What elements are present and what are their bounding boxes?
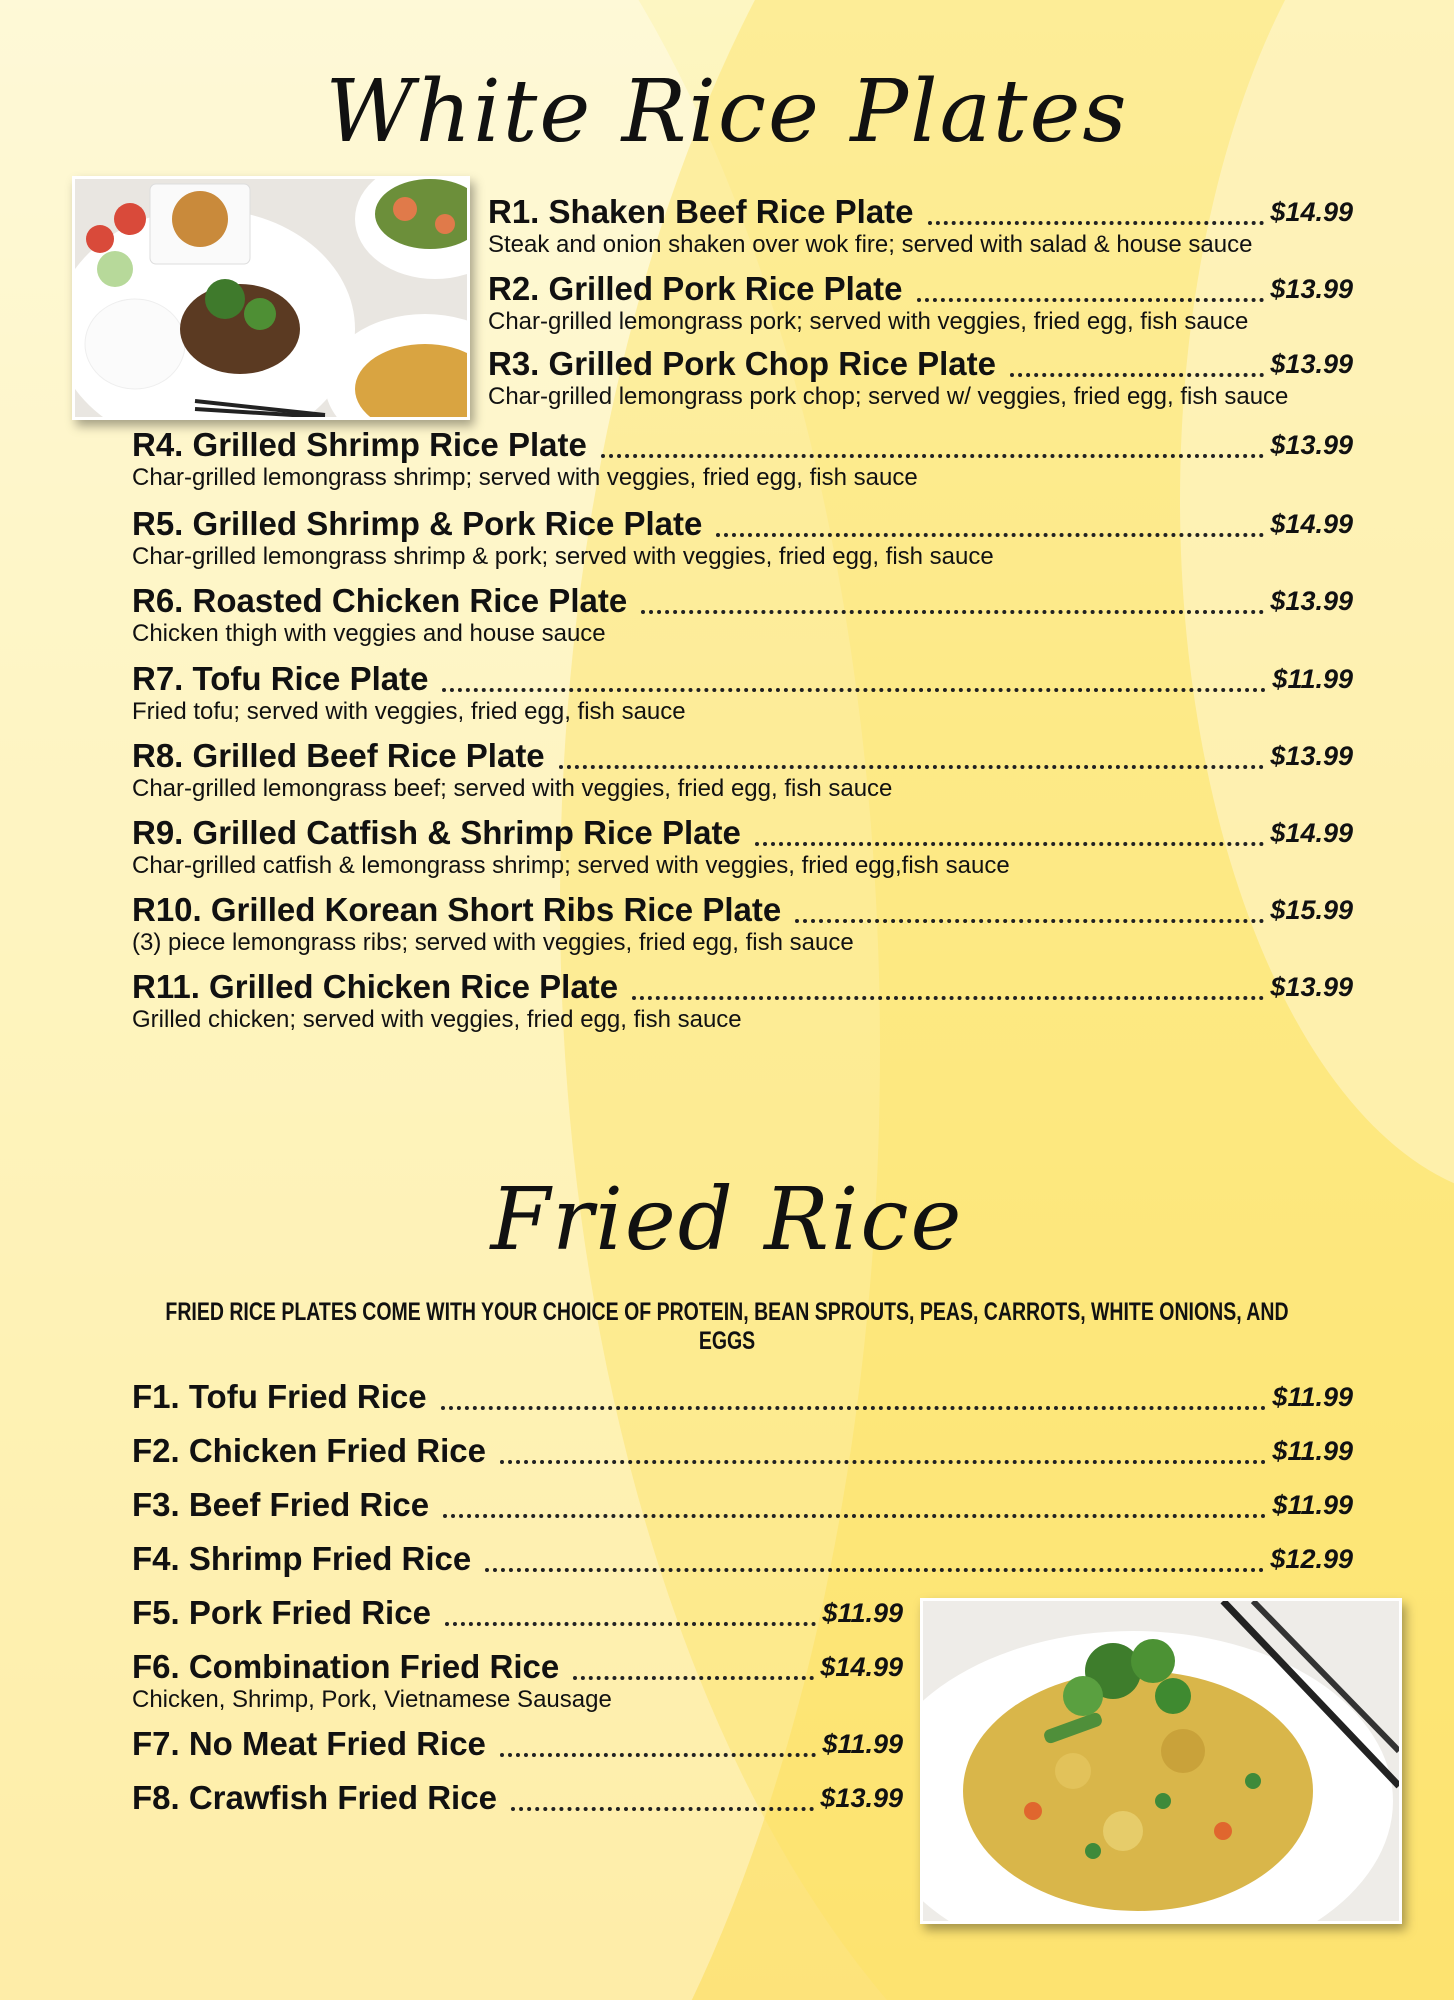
item-name: F1. Tofu Fried Rice bbox=[132, 1378, 427, 1415]
item-name: R6. Roasted Chicken Rice Plate bbox=[132, 582, 628, 619]
leader-dots bbox=[445, 1622, 816, 1626]
item-name: R9. Grilled Catfish & Shrimp Rice Plate bbox=[132, 814, 741, 851]
fried-rice-title: Fried Rice bbox=[490, 1170, 964, 1270]
leader-dots bbox=[601, 454, 1265, 458]
item-name: F7. No Meat Fried Rice bbox=[132, 1725, 486, 1762]
menu-item bbox=[132, 1779, 903, 1817]
menu-item bbox=[132, 1432, 1353, 1470]
item-price: $14.99 bbox=[1270, 818, 1353, 848]
menu-item bbox=[488, 345, 1353, 411]
menu-item bbox=[132, 1486, 1353, 1524]
item-price: $11.99 bbox=[1272, 1490, 1353, 1520]
item-price: $13.99 bbox=[1270, 586, 1353, 616]
leader-dots bbox=[716, 533, 1264, 537]
menu-item bbox=[132, 582, 1353, 648]
leader-dots bbox=[442, 688, 1266, 692]
menu-item bbox=[132, 505, 1353, 571]
item-name: F6. Combination Fried Rice bbox=[132, 1648, 560, 1685]
leader-dots bbox=[795, 919, 1264, 923]
item-name: R8. Grilled Beef Rice Plate bbox=[132, 737, 545, 774]
item-description: Char-grilled lemongrass shrimp; served with veggies, fried egg, fish sauce bbox=[132, 464, 918, 491]
item-name: F4. Shrimp Fried Rice bbox=[132, 1540, 472, 1577]
menu-item bbox=[132, 660, 1353, 726]
white-rice-plate-photo bbox=[72, 176, 470, 420]
item-name: F2. Chicken Fried Rice bbox=[132, 1432, 486, 1469]
item-name: F5. Pork Fried Rice bbox=[132, 1594, 431, 1631]
item-price: $14.99 bbox=[820, 1652, 903, 1682]
menu-item bbox=[132, 1648, 903, 1714]
item-price: $11.99 bbox=[822, 1729, 903, 1759]
item-price: $11.99 bbox=[1272, 664, 1353, 694]
item-description: Steak and onion shaken over wok fire; served with salad & house sauce bbox=[488, 231, 1253, 258]
leader-dots bbox=[641, 610, 1264, 614]
item-price: $11.99 bbox=[1272, 1436, 1353, 1466]
menu-item bbox=[132, 426, 1353, 492]
leader-dots bbox=[441, 1406, 1267, 1410]
item-name: F3. Beef Fried Rice bbox=[132, 1486, 430, 1523]
fried-rice-photo bbox=[920, 1598, 1402, 1924]
item-name: R5. Grilled Shrimp & Pork Rice Plate bbox=[132, 505, 703, 542]
item-name: R10. Grilled Korean Short Ribs Rice Plate bbox=[132, 891, 782, 928]
item-description: Fried tofu; served with veggies, fried egg, fish sauce bbox=[132, 698, 686, 725]
leader-dots bbox=[559, 765, 1265, 769]
item-description: (3) piece lemongrass ribs; served with veggies, fried egg, fish sauce bbox=[132, 929, 854, 956]
menu-item bbox=[488, 270, 1353, 336]
leader-dots bbox=[443, 1514, 1266, 1518]
item-description: Char-grilled lemongrass pork; served with veggies, fried egg, fish sauce bbox=[488, 308, 1249, 335]
item-description: Grilled chicken; served with veggies, fried egg, fish sauce bbox=[132, 1006, 742, 1033]
item-price: $13.99 bbox=[1270, 349, 1353, 379]
leader-dots bbox=[928, 221, 1265, 225]
item-name: R3. Grilled Pork Chop Rice Plate bbox=[488, 345, 996, 382]
item-price: $12.99 bbox=[1270, 1544, 1353, 1574]
menu-item bbox=[132, 891, 1353, 957]
leader-dots bbox=[511, 1807, 814, 1811]
item-name: R7. Tofu Rice Plate bbox=[132, 660, 429, 697]
item-name: F8. Crawfish Fried Rice bbox=[132, 1779, 497, 1816]
item-price: $11.99 bbox=[822, 1598, 903, 1628]
menu-item bbox=[132, 1540, 1353, 1578]
menu-item bbox=[488, 193, 1353, 259]
item-description: Char-grilled lemongrass pork chop; served w/ veggies, fried egg, fish sauce bbox=[488, 383, 1289, 410]
leader-dots bbox=[500, 1460, 1266, 1464]
menu-item bbox=[132, 1725, 903, 1763]
leader-dots bbox=[755, 842, 1265, 846]
leader-dots bbox=[632, 996, 1264, 1000]
menu-item bbox=[132, 968, 1353, 1034]
item-description: Char-grilled catfish & lemongrass shrimp; served with veggies, fried egg,fish sauce bbox=[132, 852, 1010, 879]
item-price: $13.99 bbox=[820, 1783, 903, 1813]
item-name: R2. Grilled Pork Rice Plate bbox=[488, 270, 903, 307]
leader-dots bbox=[1010, 373, 1264, 377]
menu-item bbox=[132, 814, 1353, 880]
leader-dots bbox=[573, 1676, 814, 1680]
leader-dots bbox=[485, 1568, 1264, 1572]
leader-dots bbox=[500, 1753, 817, 1757]
item-price: $13.99 bbox=[1270, 274, 1353, 304]
item-price: $15.99 bbox=[1270, 895, 1353, 925]
menu-item bbox=[132, 1378, 1353, 1416]
item-price: $14.99 bbox=[1270, 509, 1353, 539]
item-price: $13.99 bbox=[1270, 741, 1353, 771]
leader-dots bbox=[917, 298, 1265, 302]
menu-item bbox=[132, 737, 1353, 803]
item-description: Char-grilled lemongrass shrimp & pork; served with veggies, fried egg, fish sauce bbox=[132, 543, 994, 570]
item-price: $13.99 bbox=[1270, 430, 1353, 460]
fried-rice-note: FRIED RICE PLATES COME WITH YOUR CHOICE OF PROTEIN, BEAN SPROUTS, PEAS, CARROTS, WHITE ONIONS, AND EGGS bbox=[165, 1298, 1289, 1355]
item-name: R11. Grilled Chicken Rice Plate bbox=[132, 968, 619, 1005]
item-price: $14.99 bbox=[1270, 197, 1353, 227]
white-rice-title: White Rice Plates bbox=[325, 62, 1129, 162]
item-description: Char-grilled lemongrass beef; served with veggies, fried egg, fish sauce bbox=[132, 775, 893, 802]
item-description: Chicken, Shrimp, Pork, Vietnamese Sausage bbox=[132, 1686, 612, 1713]
item-name: R4. Grilled Shrimp Rice Plate bbox=[132, 426, 587, 463]
menu-item bbox=[132, 1594, 903, 1632]
item-price: $11.99 bbox=[1272, 1382, 1353, 1412]
item-description: Chicken thigh with veggies and house sauce bbox=[132, 620, 606, 647]
item-price: $13.99 bbox=[1270, 972, 1353, 1002]
item-name: R1. Shaken Beef Rice Plate bbox=[488, 193, 914, 230]
